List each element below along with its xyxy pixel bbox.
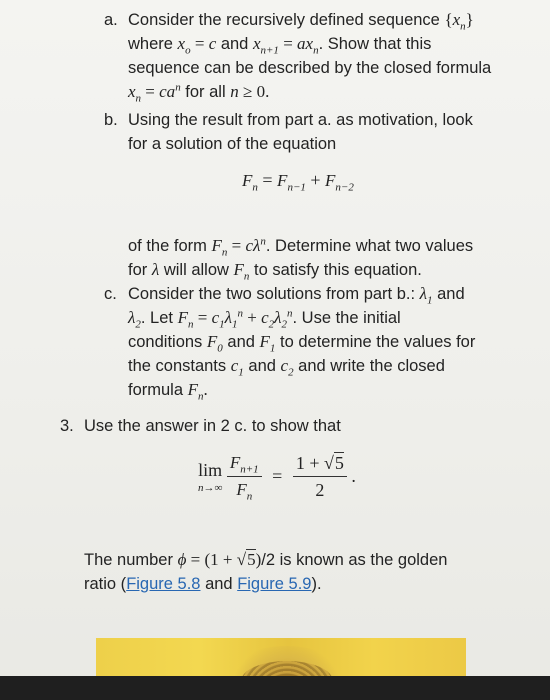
part-c-line-3: conditions $F_0$ and $F_1$ to determine the values for xyxy=(128,332,476,355)
figure-5-9-link[interactable]: Figure 5.9 xyxy=(237,575,312,593)
figure-5-8-link[interactable]: Figure 5.8 xyxy=(126,575,201,593)
recurrence-equation: $F_n = F_{n-1} + F_{n-2}$ xyxy=(242,170,354,194)
problem-3-marker: 3. xyxy=(60,417,74,435)
part-a-line-2: where $x_o = c$ and $x_{n+1} = ax_n$. Show that this xyxy=(128,34,432,57)
part-b-line-4: for λ will allow $F_n$ to satisfy this equation. xyxy=(128,260,422,283)
square-root-inline: √5 xyxy=(236,550,256,569)
part-b-intro xyxy=(128,108,520,156)
part-a-label xyxy=(104,8,118,32)
golden-ratio-line-1: The number ϕ = (1 + √5)/2 is known as the golden xyxy=(84,548,514,572)
part-b-continued xyxy=(128,234,520,282)
part-a-line-4: $x_n = ca^n$ for all n ≥ 0. xyxy=(128,81,270,105)
problem-3-text: Use the answer in 2 c. to show that xyxy=(84,417,341,435)
problem-3-label xyxy=(60,414,74,438)
sunflower-image xyxy=(96,638,466,678)
limit-equation: lim n→∞ $\frac{F_{n+1}}{F_n}$ = $\frac{1 + √5}{2}$ . xyxy=(198,453,356,503)
part-c-line-4: the constants $c_1$ and $c_2$ and write the closed xyxy=(128,356,445,379)
part-a xyxy=(128,8,520,104)
square-root: √5 xyxy=(323,453,344,473)
part-c-line-1: Consider the two solutions from part b.: $\lambda_1$ and xyxy=(128,284,465,307)
part-b-marker: b. xyxy=(104,111,118,129)
part-a-line-3: sequence can be described by the closed formula xyxy=(128,59,492,77)
golden-ratio-line-2: ratio (Figure 5.8 and Figure 5.9). xyxy=(84,575,322,593)
fibonacci-ratio: $\frac{F_{n+1}}{F_n}$ xyxy=(227,452,262,501)
golden-ratio-note xyxy=(84,548,514,596)
part-b-line-3: of the form $F_n = c\lambda^n$. Determine what two values xyxy=(128,235,474,259)
part-a-line-1: Consider the recursively defined sequence $\{x_n\}$ xyxy=(128,10,474,33)
part-a-marker: a. xyxy=(104,11,118,29)
part-b-label xyxy=(104,108,118,132)
part-b-line-2: for a solution of the equation xyxy=(128,135,337,153)
bottom-dark-band xyxy=(0,676,550,700)
limit-operator: lim n→∞ xyxy=(198,459,223,494)
golden-ratio-fraction: $\frac{1 + √5}{2}$ xyxy=(293,452,347,501)
part-c-marker: c. xyxy=(104,285,117,303)
part-b-line-1: Using the result from part a. as motivation, look xyxy=(128,111,473,129)
part-c xyxy=(128,282,520,402)
part-c-line-2: $\lambda_2$. Let $F_n = c_1\lambda_1^n + c_2\lambda_2^n$. Use the initial xyxy=(128,307,401,331)
part-c-label xyxy=(104,282,117,306)
part-c-line-5: formula $F_n$. xyxy=(128,380,208,403)
